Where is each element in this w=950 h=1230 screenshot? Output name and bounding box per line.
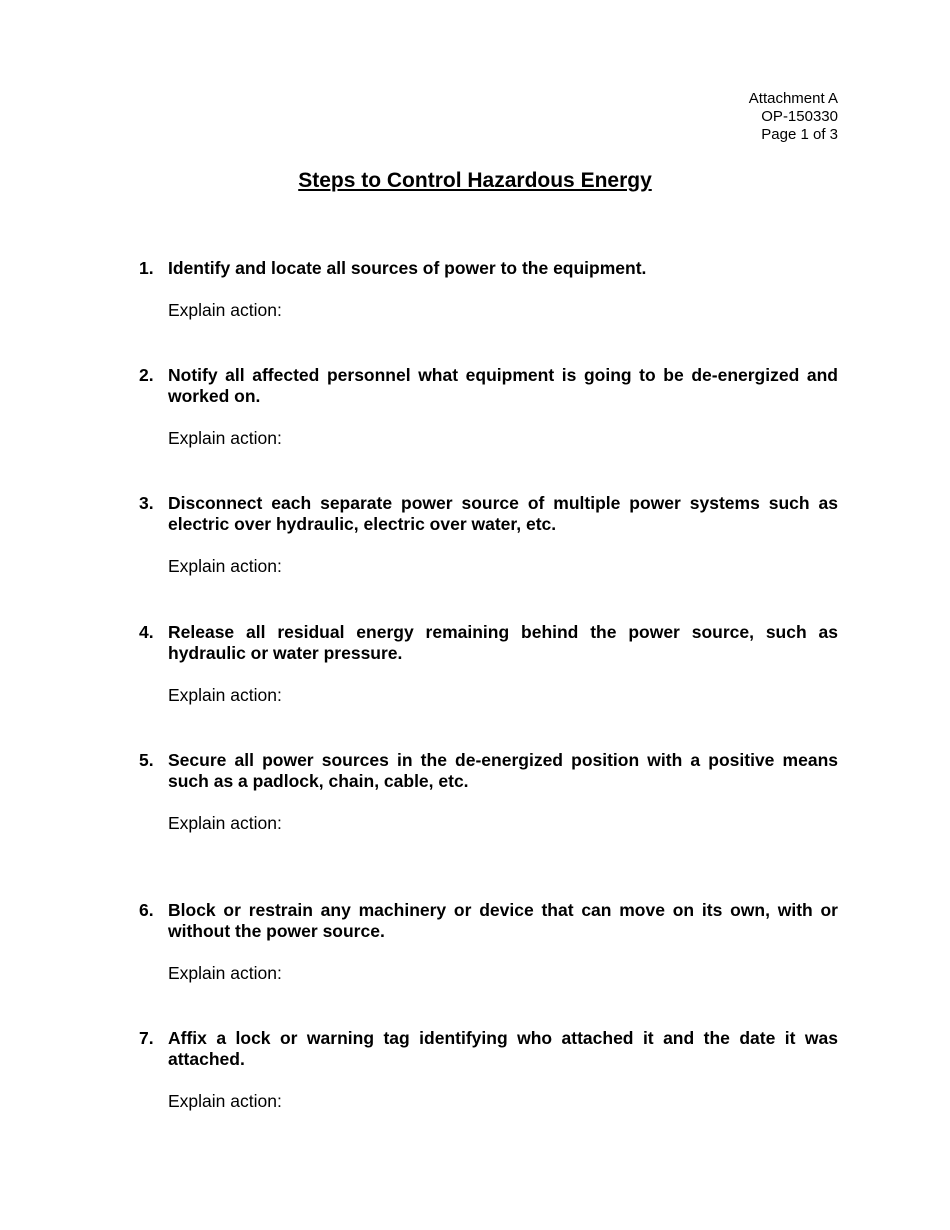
step-instruction: Disconnect each separate power source of multiple power systems such as electric over hydraulic, electric over water, etc. bbox=[168, 493, 838, 534]
step-number: 2. bbox=[139, 365, 154, 385]
step-instruction: Notify all affected personnel what equipment is going to be de-energized and worked on. bbox=[168, 365, 838, 406]
step-item bbox=[139, 622, 838, 706]
explain-action-label: Explain action: bbox=[168, 300, 282, 320]
explain-action-label: Explain action: bbox=[168, 556, 282, 576]
explain-action-label: Explain action: bbox=[168, 1091, 282, 1111]
step-item bbox=[139, 900, 838, 984]
explain-action-label: Explain action: bbox=[168, 963, 282, 983]
step-number: 3. bbox=[139, 493, 154, 513]
attachment-label: Attachment A bbox=[748, 90, 838, 107]
page-title: Steps to Control Hazardous Energy bbox=[298, 169, 652, 192]
step-number: 7. bbox=[139, 1028, 154, 1048]
document-number: OP-150330 bbox=[761, 108, 838, 125]
explain-action-label: Explain action: bbox=[168, 428, 282, 448]
step-item bbox=[139, 365, 838, 449]
step-number: 5. bbox=[139, 750, 154, 770]
explain-action-label: Explain action: bbox=[168, 813, 282, 833]
step-item bbox=[139, 1028, 838, 1112]
step-item bbox=[139, 750, 838, 834]
step-instruction: Affix a lock or warning tag identifying who attached it and the date it was attached. bbox=[168, 1028, 838, 1069]
step-instruction: Identify and locate all sources of power to the equipment. bbox=[168, 258, 647, 278]
step-instruction: Block or restrain any machinery or device that can move on its own, with or without the power source. bbox=[168, 900, 838, 941]
step-number: 1. bbox=[139, 258, 154, 278]
explain-action-label: Explain action: bbox=[168, 685, 282, 705]
step-item bbox=[139, 258, 838, 321]
step-item bbox=[139, 493, 838, 577]
step-number: 4. bbox=[139, 622, 154, 642]
document-header bbox=[749, 90, 838, 144]
step-number: 6. bbox=[139, 900, 154, 920]
step-instruction: Secure all power sources in the de-energized position with a positive means such as a padlock, chain, cable, etc. bbox=[168, 750, 838, 791]
step-instruction: Release all residual energy remaining behind the power source, such as hydraulic or water pressure. bbox=[168, 622, 838, 663]
page-indicator: Page 1 of 3 bbox=[761, 126, 838, 143]
